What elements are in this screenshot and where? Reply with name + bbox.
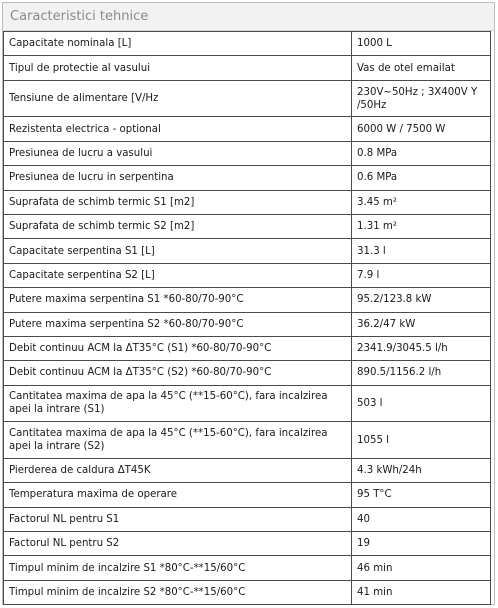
row-label: Capacitate nominala [L] xyxy=(4,32,352,56)
row-value: 6000 W / 7500 W xyxy=(352,117,491,141)
table-row xyxy=(4,361,491,385)
row-value: 3.45 m² xyxy=(352,190,491,214)
row-label: Cantitatea maxima de apa la 45°C (**15-60°C), fara incalzirea apei la intrare (S2) xyxy=(4,422,352,459)
row-label: Tensiune de alimentare [V/Hz xyxy=(4,80,352,117)
table-row xyxy=(4,483,491,507)
row-value: 4.3 kWh/24h xyxy=(352,458,491,482)
table-row xyxy=(4,141,491,165)
row-label: Capacitate serpentina S2 [L] xyxy=(4,263,352,287)
row-value: 1000 L xyxy=(352,32,491,56)
row-value: 7.9 l xyxy=(352,263,491,287)
table-row xyxy=(4,80,491,117)
row-label: Debit continuu ACM la ΔT35°C (S2) *60-80/70-90°C xyxy=(4,361,352,385)
table-row xyxy=(4,532,491,556)
table-row xyxy=(4,117,491,141)
row-value: 95 T°C xyxy=(352,483,491,507)
row-value: 503 l xyxy=(352,385,491,422)
row-label: Suprafata de schimb termic S1 [m2] xyxy=(4,190,352,214)
row-value: 41 min xyxy=(352,580,491,604)
table-row xyxy=(4,336,491,360)
table-row xyxy=(4,288,491,312)
table-row xyxy=(4,190,491,214)
panel-title: Caracteristici tehnice xyxy=(3,3,494,31)
table-row xyxy=(4,507,491,531)
row-value: 890.5/1156.2 l/h xyxy=(352,361,491,385)
table-row xyxy=(4,312,491,336)
row-label: Timpul minim de incalzire S1 *80°C-**15/60°C xyxy=(4,556,352,580)
row-label: Suprafata de schimb termic S2 [m2] xyxy=(4,214,352,238)
row-label: Cantitatea maxima de apa la 45°C (**15-60°C), fara incalzirea apei la intrare (S1) xyxy=(4,385,352,422)
table-row xyxy=(4,32,491,56)
row-value: 1055 l xyxy=(352,422,491,459)
row-label: Presiunea de lucru in serpentina xyxy=(4,166,352,190)
row-value: Vas de otel emailat xyxy=(352,56,491,80)
row-value: 36.2/47 kW xyxy=(352,312,491,336)
specs-table xyxy=(3,31,491,605)
row-label: Presiunea de lucru a vasului xyxy=(4,141,352,165)
row-value: 46 min xyxy=(352,556,491,580)
row-value: 0.8 MPa xyxy=(352,141,491,165)
row-value: 40 xyxy=(352,507,491,531)
row-label: Capacitate serpentina S1 [L] xyxy=(4,239,352,263)
row-label: Putere maxima serpentina S2 *60-80/70-90°C xyxy=(4,312,352,336)
row-value: 2341.9/3045.5 l/h xyxy=(352,336,491,360)
row-label: Debit continuu ACM la ΔT35°C (S1) *60-80/70-90°C xyxy=(4,336,352,360)
row-label: Factorul NL pentru S1 xyxy=(4,507,352,531)
row-value: 19 xyxy=(352,532,491,556)
row-label: Putere maxima serpentina S1 *60-80/70-90°C xyxy=(4,288,352,312)
table-row xyxy=(4,580,491,604)
table-row xyxy=(4,458,491,482)
row-label: Temperatura maxima de operare xyxy=(4,483,352,507)
table-row xyxy=(4,166,491,190)
row-value: 1.31 m² xyxy=(352,214,491,238)
row-value: 95.2/123.8 kW xyxy=(352,288,491,312)
row-label: Pierderea de caldura ΔT45K xyxy=(4,458,352,482)
table-row xyxy=(4,556,491,580)
row-value: 31.3 l xyxy=(352,239,491,263)
row-value: 230V~50Hz ; 3X400V Y /50Hz xyxy=(352,80,491,117)
table-row xyxy=(4,422,491,459)
table-row xyxy=(4,263,491,287)
table-row xyxy=(4,214,491,238)
table-row xyxy=(4,239,491,263)
row-label: Rezistenta electrica - optional xyxy=(4,117,352,141)
row-label: Tipul de protectie al vasului xyxy=(4,56,352,80)
table-row xyxy=(4,385,491,422)
row-label: Factorul NL pentru S2 xyxy=(4,532,352,556)
row-label: Timpul minim de incalzire S2 *80°C-**15/60°C xyxy=(4,580,352,604)
row-value: 0.6 MPa xyxy=(352,166,491,190)
table-row xyxy=(4,56,491,80)
